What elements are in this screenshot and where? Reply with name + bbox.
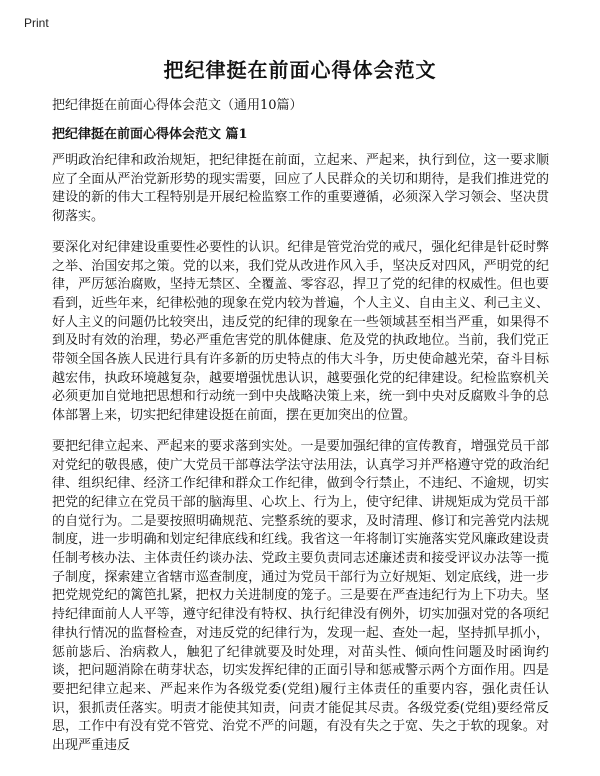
paragraph-2: 要深化对纪律建设重要性必要性的认识。纪律是管党治党的戒尺，强化纪律是针砭时弊之举、治国安邦之策。党的以来，我们党从改进作风入手，坚决反对四风，严明党的纪律，严厉惩治腐败，坚持无禁区、全覆盖、零容忍，捍卫了党的纪律的权威性。但也要看到，近些年来，纪律松弛的现象在党内较为普遍，个人主义、自由主义、利己主义、好人主义的问题仍比较突出，违反党的纪律的现象在一些领域甚至相当严重，如果得不到及时有效的治理，势必严重危害党的肌体健康、危及党的执政地位。当前，我们党正带领全国各族人民进行具有许多新的历史特点的伟大斗争，历史使命越光荣，奋斗目标越宏伟，执政环境越复杂，越要增强忧患认识，越要强化党的纪律建设。纪检监察机关必须更加自觉地把思想和行动统一到中央战略决策上来，统一到中央对反腐败斗争的总体部署上来，切实把纪律建设挺在前面，摆在更加突出的位置。 xyxy=(52,239,549,424)
document-body xyxy=(52,152,549,768)
section-heading: 把纪律挺在前面心得体会范文 篇1 xyxy=(52,127,248,142)
paragraph-3: 要把纪律立起来、严起来的要求落到实处。一是要加强纪律的宣传教育，增强党员干部对党纪的敬畏感，使广大党员干部尊法学法守法用法，认真学习并严格遵守党的政治纪律、组织纪律、经济工作纪律和群众工作纪律，做到令行禁止，不违纪、不逾规，切实把党的纪律立在党员干部的脑海里、心坎上、行为上，使守纪律、讲规矩成为党员干部的自觉行为。二是要按照明确规范、完整系统的要求，及时清理、修订和完善党内法规制度，进一步明确和划定纪律底线和红线。我省这一年将制订实施落实党风廉政建设责任制考核办法、主体责任约谈办法、党政主要负责同志述廉述责和接受评议办法等一揽子制度，探索建立省辖市巡查制度，通过为党员干部行为立好规矩、划定底线，进一步把党规党纪的篱笆扎紧，把权力关进制度的笼子。三是要在严查违纪行为上下功夫。坚持纪律面前人人平等，遵守纪律没有特权、执行纪律没有例外，切实加强对党的各项纪律执行情况的监督检查，对违反党的纪律行为，发现一起、查处一起，坚持抓早抓小，惩前毖后、治病救人，触犯了纪律就要及时处理，对苗头性、倾向性问题及时函询约谈，把问题消除在萌芽状态，切实发挥纪律的正面引导和惩戒警示两个方面作用。四是要把纪律立起来、严起来作为各级党委(党组)履行主体责任的重要内容，强化责任认识，狠抓责任落实。明责才能使其知责，问责才能促其尽责。各级党委(党组)要经常反思，工作中有没有党不管党、治党不严的问题，有没有失之于宽、失之于软的现象。对出现严重违反 xyxy=(52,438,549,754)
document-subtitle: 把纪律挺在前面心得体会范文（通用10篇） xyxy=(52,98,303,113)
paragraph-1: 严明政治纪律和政治规矩，把纪律挺在前面，立起来、严起来，执行到位，这一要求顺应了全面从严治党新形势的现实需要，回应了人民群众的关切和期待，是我们推进党的建设的新的伟大工程特别是开展纪检监察工作的重要遵循，必须深入学习领会、坚决贯彻落实。 xyxy=(52,153,549,225)
document-title: 把纪律挺在前面心得体会范文 xyxy=(163,58,437,82)
print-link[interactable]: Print xyxy=(24,16,49,30)
